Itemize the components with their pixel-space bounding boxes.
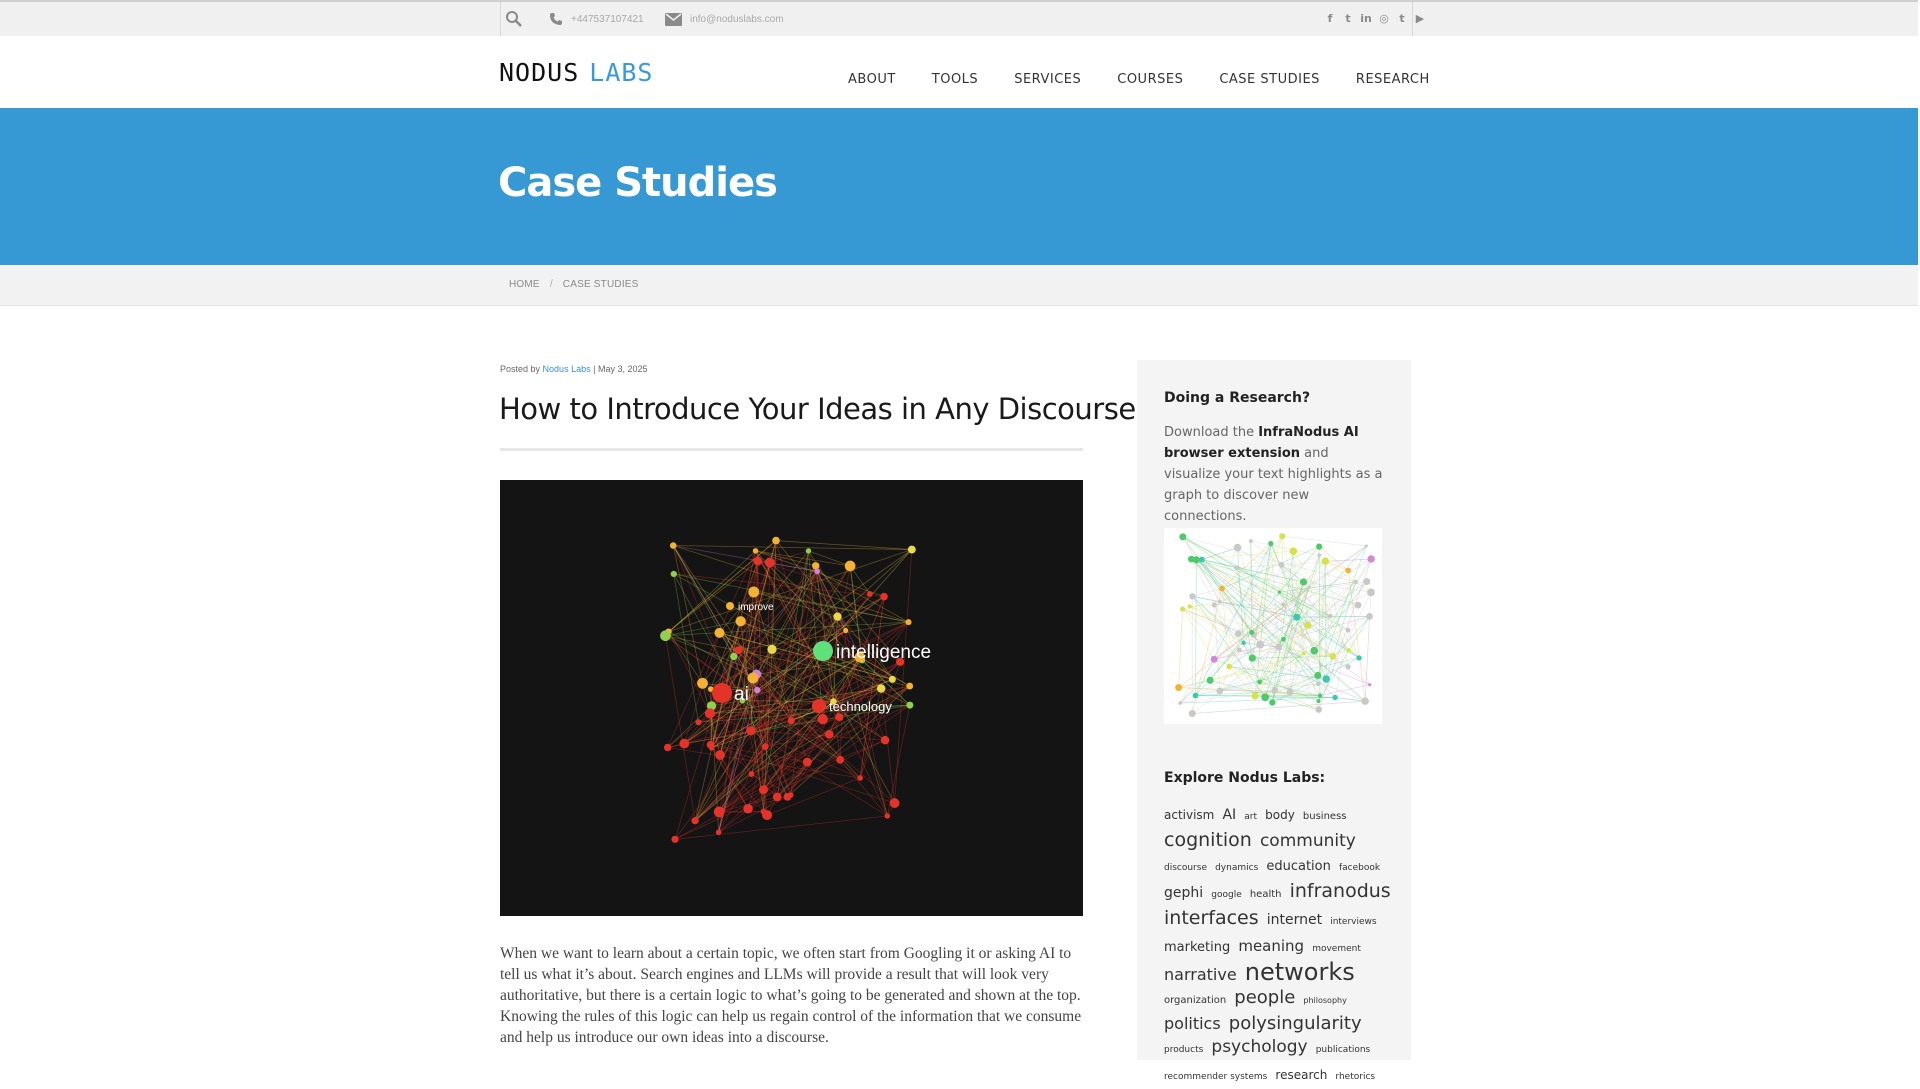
graph-node [1345, 568, 1351, 574]
sidebar-network-graph [1164, 528, 1382, 724]
graph-node [1211, 656, 1218, 663]
graph-node [705, 708, 715, 718]
tag-link[interactable]: health [1250, 889, 1282, 900]
graph-node [691, 817, 698, 824]
nav-tools[interactable]: TOOLS [932, 72, 978, 87]
graph-node [715, 750, 725, 760]
post-body-text: When we want to learn about a certain topic, we often start from Googling it or asking AI to tell us what it’s about. Search engines and LLMs will provide a result that will look very authoritative, but there is a certain logic to what’s going to be generated and shown at the top. Knowing the rules of this logic can help us regain control of the information that we consume and help us introduce our own ideas into a discourse. [500, 943, 1090, 1048]
graph-node [885, 813, 890, 818]
graph-edges [1179, 536, 1372, 713]
graph-node [670, 542, 677, 549]
graph-node [1367, 555, 1374, 562]
graph-node [1366, 613, 1373, 620]
breadcrumb-home[interactable]: HOME [509, 279, 540, 290]
graph-improve-label: improve [738, 602, 774, 613]
graph-node [806, 548, 811, 553]
tag-link[interactable]: education [1266, 859, 1331, 874]
tag-link[interactable]: interfaces [1164, 907, 1259, 929]
tag-link[interactable]: discourse [1164, 863, 1207, 873]
graph-node [818, 714, 828, 724]
graph-node [1279, 562, 1285, 568]
post-date: May 3, 2025 [598, 364, 648, 374]
graph-node [1189, 593, 1195, 599]
graph-node [1207, 677, 1214, 684]
research-text [1164, 422, 1389, 527]
graph-intelligence-label: intelligence [836, 642, 931, 663]
graph-node [880, 593, 888, 601]
graph-node [1278, 590, 1281, 593]
graph-node [867, 591, 873, 597]
graph-node [1257, 679, 1262, 684]
graph-node [1328, 614, 1333, 619]
graph-node [1310, 647, 1318, 655]
graph-node [697, 678, 708, 689]
instagram-icon[interactable]: ◎ [1378, 12, 1390, 25]
tag-link[interactable]: rhetorics [1335, 1072, 1375, 1082]
envelope-icon [665, 13, 682, 26]
graph-node [857, 775, 863, 781]
graph-node [660, 630, 671, 641]
graph-node [825, 730, 834, 739]
graph-node [1316, 543, 1322, 549]
graph-node [1281, 637, 1286, 642]
graph-node [1346, 664, 1351, 669]
graph-node [889, 676, 896, 683]
graph-node [1322, 557, 1330, 565]
page-title: Case Studies [498, 160, 777, 206]
post-featured-image[interactable] [500, 480, 1083, 916]
phone-number: +447537107421 [571, 14, 644, 25]
breadcrumb-inner [509, 279, 639, 290]
graph-node [1322, 675, 1329, 682]
graph-node [1308, 586, 1311, 589]
graph-node [1249, 539, 1253, 543]
graph-node [730, 653, 737, 660]
phone-icon [549, 12, 563, 26]
graph-node [1268, 541, 1273, 546]
graph-node [835, 713, 843, 721]
breadcrumb-separator: / [550, 279, 553, 290]
tag-link[interactable]: AI [1222, 807, 1236, 823]
graph-node [716, 830, 722, 836]
tag-link[interactable]: politics [1164, 1014, 1221, 1033]
phone-contact[interactable] [549, 10, 644, 28]
post-meta [500, 364, 648, 374]
email-contact[interactable] [665, 10, 784, 28]
graph-node [772, 537, 780, 545]
graph-node [714, 807, 725, 818]
meta-separator: | [593, 364, 595, 374]
graph-node [906, 702, 913, 709]
graph-node [754, 687, 760, 693]
graph-node [1281, 602, 1285, 606]
top-bar-inner [500, 2, 1413, 36]
graph-node [1346, 648, 1351, 653]
tag-cloud [1164, 802, 1394, 1089]
graph-node [1279, 533, 1285, 539]
graph-technology-node [812, 699, 826, 713]
tag-link[interactable]: marketing [1164, 940, 1230, 955]
graph-node [1227, 664, 1232, 669]
youtube-icon[interactable]: ▶ [1414, 12, 1426, 25]
graph-node [1302, 652, 1306, 656]
graph-node [748, 771, 754, 777]
graph-node [1189, 710, 1196, 717]
graph-node [765, 557, 775, 567]
graph-node [843, 628, 848, 633]
graph-node [746, 726, 755, 735]
graph-node [1252, 692, 1259, 699]
graph-node [762, 743, 769, 750]
tag-link[interactable]: community [1260, 831, 1356, 851]
graph-node [906, 619, 912, 625]
main-nav [848, 72, 1430, 87]
graph-node [1199, 557, 1205, 563]
tag-link[interactable]: psychology [1211, 1037, 1307, 1057]
tag-link[interactable]: dynamics [1215, 863, 1258, 873]
graph-intelligence-node [813, 641, 833, 661]
tag-link[interactable]: internet [1267, 912, 1322, 928]
graph-node [1178, 701, 1182, 705]
tag-link[interactable]: interviews [1330, 917, 1376, 927]
graph-node [1356, 655, 1361, 660]
graph-node [759, 785, 768, 794]
research-text-part1: Download the [1164, 425, 1258, 440]
graph-node [1368, 683, 1371, 686]
graph-node [753, 548, 759, 554]
graph-node [788, 792, 793, 797]
graph-node [1316, 699, 1320, 703]
posted-by-label: Posted by [500, 364, 540, 374]
graph-node [1286, 688, 1293, 695]
tumblr-icon[interactable]: t [1396, 12, 1408, 25]
graph-node [714, 628, 724, 638]
graph-node [908, 546, 916, 554]
graph-node [1365, 544, 1368, 547]
email-address: info@noduslabs.com [690, 14, 784, 25]
graph-node [1363, 578, 1370, 585]
tag-link[interactable]: business [1303, 811, 1347, 822]
nav-services[interactable]: SERVICES [1014, 72, 1081, 87]
graph-node [1261, 693, 1269, 701]
tag-link[interactable]: organization [1164, 995, 1226, 1006]
graph-node [679, 739, 689, 749]
graph-ai-label: ai [734, 684, 749, 705]
graph-node [748, 587, 759, 598]
graph-node [836, 756, 844, 764]
tag-link[interactable]: people [1234, 987, 1295, 1008]
site-header [0, 36, 1918, 108]
sidebar [1137, 360, 1411, 1060]
graph-node [748, 673, 759, 684]
graph-node [1175, 684, 1182, 691]
graph-node [1346, 628, 1351, 633]
graph-node [833, 612, 841, 620]
graph-node [812, 562, 819, 569]
graph-node [1332, 695, 1337, 700]
graph-node [743, 804, 753, 814]
breadcrumb-current: CASE STUDIES [563, 279, 639, 290]
graph-node [1218, 600, 1222, 604]
post-title[interactable]: How to Introduce Your Ideas in Any Discourse [499, 392, 1136, 426]
graph-node [1330, 653, 1337, 660]
graph-node [1212, 602, 1217, 607]
graph-node [767, 645, 776, 654]
graph-node [877, 684, 886, 693]
graph-node [1237, 648, 1242, 653]
tag-link[interactable]: publications [1316, 1045, 1371, 1055]
tag-link[interactable]: infranodus [1290, 880, 1391, 902]
graph-node [1314, 672, 1321, 679]
graph-node [788, 717, 795, 724]
graph-node [890, 798, 900, 808]
linkedin-icon[interactable]: in [1360, 12, 1372, 25]
tag-link[interactable]: body [1265, 808, 1295, 822]
graph-node [671, 571, 677, 577]
graph-node [803, 758, 812, 767]
tag-link[interactable]: recommender systems [1164, 1072, 1267, 1082]
nav-case-studies[interactable]: CASE STUDIES [1219, 72, 1320, 87]
tag-link[interactable]: polysingularity [1229, 1013, 1362, 1034]
tag-link[interactable]: cognition [1164, 829, 1252, 851]
tag-link[interactable]: activism [1164, 808, 1214, 822]
social-links [1324, 12, 1426, 25]
graph-node [1293, 614, 1300, 621]
graph-node [1367, 588, 1375, 596]
graph-node [814, 568, 820, 574]
graph-node [1234, 544, 1242, 552]
nav-about[interactable]: ABOUT [848, 72, 896, 87]
tag-link[interactable]: google [1211, 890, 1241, 900]
graph-node [1241, 641, 1245, 645]
graph-node [845, 561, 856, 572]
title-divider [500, 448, 1083, 451]
nav-research[interactable]: RESEARCH [1356, 72, 1430, 87]
graph-node [1219, 585, 1225, 591]
graph-node [1354, 580, 1358, 584]
graph-node [773, 793, 782, 802]
sidebar-graph-image[interactable] [1164, 528, 1382, 724]
graph-node [736, 616, 746, 626]
graph-node [1188, 604, 1192, 608]
graph-node [1193, 556, 1200, 563]
tag-link[interactable]: narrative [1164, 965, 1237, 984]
tag-link[interactable]: meaning [1238, 937, 1304, 955]
graph-improve-node [726, 602, 734, 610]
graph-node [754, 557, 763, 566]
search-button[interactable] [505, 10, 523, 28]
tag-link[interactable]: philosophy [1303, 996, 1346, 1005]
graph-node [1272, 689, 1276, 693]
graph-node [695, 719, 701, 725]
graph-node [1289, 547, 1297, 555]
site-logo[interactable] [499, 58, 653, 87]
graph-node [1179, 533, 1186, 540]
explore-heading: Explore Nodus Labs: [1164, 770, 1325, 786]
graph-node [1249, 654, 1256, 661]
tag-link[interactable]: research [1275, 1068, 1327, 1082]
top-bar [0, 0, 1918, 37]
graph-node [671, 836, 678, 843]
graph-node [1318, 693, 1322, 697]
graph-node [1300, 578, 1307, 585]
graph-node [1234, 565, 1239, 570]
logo-word-nodus: NODUS [499, 58, 579, 87]
graph-node [734, 646, 742, 654]
tag-link[interactable]: networks [1245, 958, 1355, 986]
twitter-icon[interactable]: t [1342, 12, 1354, 25]
graph-node [1315, 706, 1321, 712]
research-heading: Doing a Research? [1164, 390, 1310, 406]
breadcrumb [0, 265, 1918, 306]
graph-node [1361, 697, 1369, 705]
graph-technology-label: technology [829, 699, 892, 714]
graph-node [1180, 606, 1185, 611]
graph-node [664, 744, 671, 751]
graph-node [1355, 602, 1362, 609]
tag-link[interactable]: products [1164, 1045, 1203, 1055]
facebook-icon[interactable]: f [1324, 12, 1336, 25]
tag-link[interactable]: movement [1312, 944, 1361, 954]
graph-node [1249, 630, 1254, 635]
graph-node [881, 736, 890, 745]
tag-link[interactable]: facebook [1339, 863, 1380, 873]
graph-ai-node [712, 683, 732, 703]
page-hero [0, 108, 1918, 265]
graph-node [1275, 644, 1282, 651]
network-graph-image [500, 480, 1083, 916]
graph-node [1235, 630, 1242, 637]
graph-node [1193, 693, 1199, 699]
graph-node [762, 810, 772, 820]
graph-node [1256, 641, 1264, 649]
search-icon [505, 10, 523, 28]
graph-node [1216, 688, 1223, 695]
graph-node [906, 683, 913, 690]
post-author-link[interactable]: Nodus Labs [543, 364, 591, 374]
graph-node [1269, 699, 1275, 705]
graph-node [1318, 553, 1322, 557]
research-text-part2: and visualize your text highlights as a graph to discover new connections. [1164, 446, 1383, 524]
tag-link[interactable]: art [1244, 812, 1257, 822]
extension-link[interactable]: InfraNodus AI browser extension [1164, 425, 1359, 461]
tag-link[interactable]: gephi [1164, 885, 1203, 901]
graph-node [707, 741, 715, 749]
graph-node [1316, 682, 1320, 686]
logo-word-labs: LABS [589, 58, 653, 87]
graph-node [1305, 622, 1312, 629]
nav-courses[interactable]: COURSES [1117, 72, 1183, 87]
